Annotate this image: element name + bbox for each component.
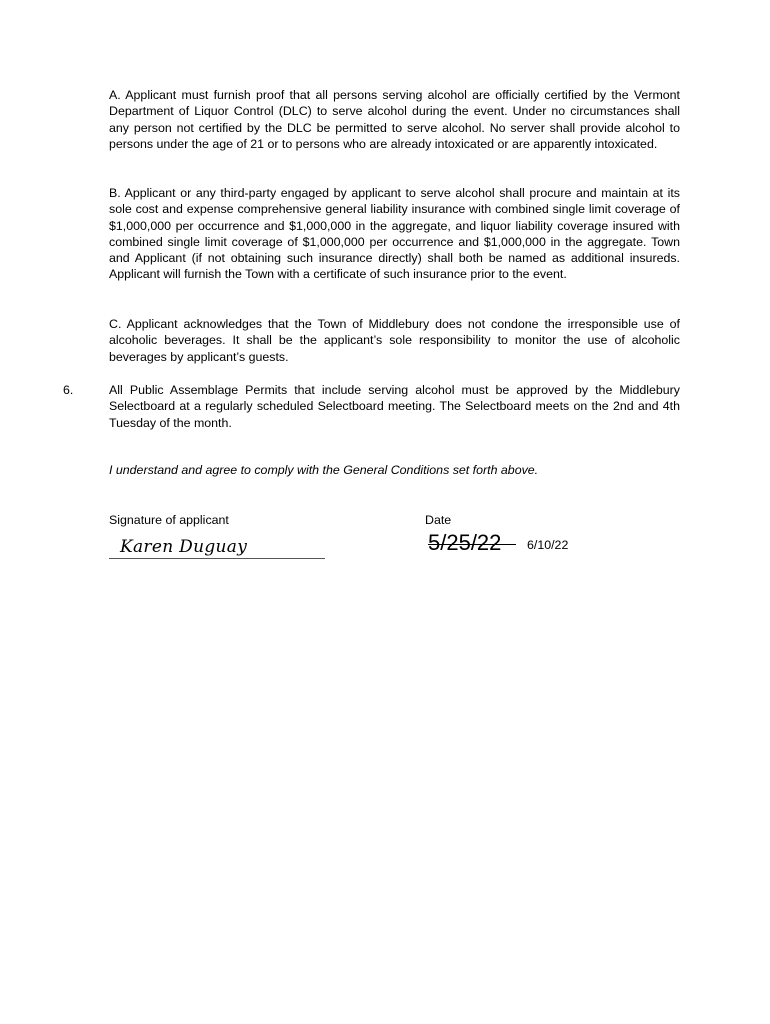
item-number: 6. <box>63 383 74 397</box>
revised-date: 6/10/22 <box>527 538 569 552</box>
condition-a: A. Applicant must furnish proof that all persons serving alcohol are officially certified by the Vermont Department of Liquor Control (DLC) to serve alcohol during the event. Under no circumstances shall any person not certified by the DLC be permitted to serve alcohol. No server shall provide alcohol to persons under the age of 21 or to persons who are already intoxicated or are apparently intoxicated. <box>109 88 680 151</box>
original-date: 5/25/22 <box>428 530 502 555</box>
signature-label: Signature of applicant <box>109 513 229 527</box>
date-strikethrough <box>428 544 516 545</box>
item-6-text: All Public Assemblage Permits that include serving alcohol must be approved by the Middlebury Selectboard at a regularly scheduled Selectboard meeting. The Selectboard meets on the 2nd and 4th Tuesday of the month. <box>109 383 680 430</box>
condition-b: B. Applicant or any third-party engaged by applicant to serve alcohol shall procure and maintain at its sole cost and expense comprehensive general liability insurance with combined single limit coverage of $1,000,000 per occurrence and $1,000,000 in the aggregate, and liquor liability coverage insured with combined single limit coverage of $1,000,000 per occurrence and $1,000,000 in the aggregate. Town and Applicant (if not obtaining such insurance directly) shall both be named as additional insureds. Applicant will furnish the Town with a certificate of such insurance prior to the event. <box>109 186 680 282</box>
signature-line <box>109 558 325 559</box>
agreement-statement: I understand and agree to comply with the General Conditions set forth above. <box>109 463 539 477</box>
date-label: Date <box>425 513 452 527</box>
applicant-signature: Karen Duguay <box>120 537 248 557</box>
condition-c: C. Applicant acknowledges that the Town of Middlebury does not condone the irresponsible use of alcoholic beverages. It shall be the applicant’s sole responsibility to monitor the use of alcoholic beverages by applicant’s guests. <box>109 317 680 364</box>
